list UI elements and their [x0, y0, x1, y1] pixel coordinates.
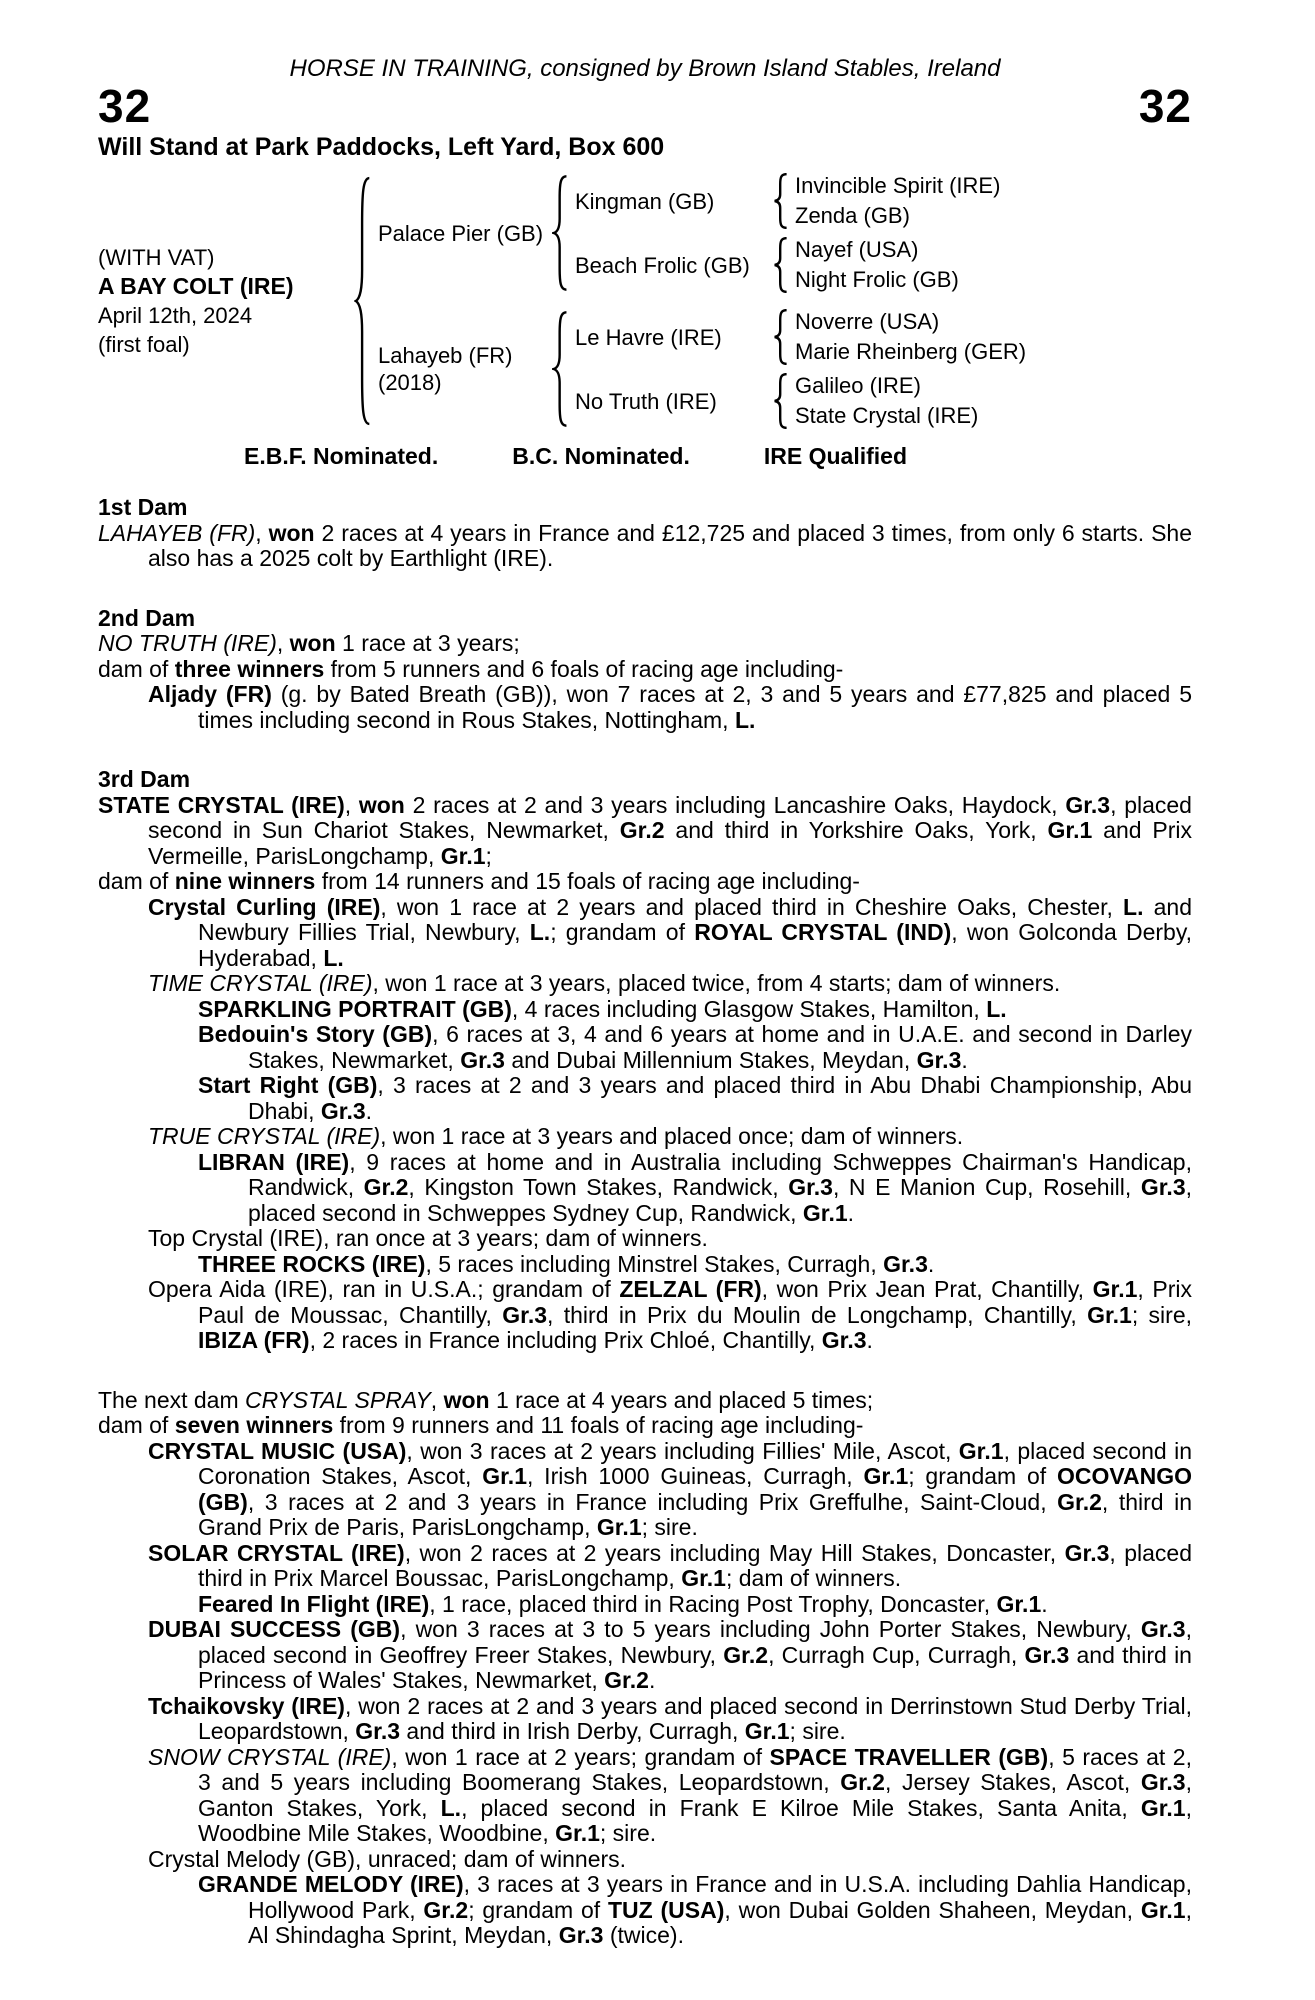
dam-dam-name: No Truth (IRE)	[575, 388, 717, 414]
pedigree-note-paragraph: TRUE CRYSTAL (IRE), won 1 race at 3 years and placed once; dam of winners.	[148, 1123, 964, 1149]
pedigree-note-paragraph: dam of three winners from 5 runners and 6 foals of racing age including-	[98, 655, 844, 682]
sire-sire-group	[575, 173, 1192, 229]
ancestor-name: Nayef (USA)	[795, 237, 919, 262]
dam-sections	[98, 495, 1192, 1949]
ancestor-name: State Crystal (IRE)	[795, 403, 979, 428]
stand-location: Will Stand at Park Paddocks, Left Yard, Box 600	[98, 133, 665, 161]
pedigree-note-paragraph: TIME CRYSTAL (IRE), won 1 race at 3 years, placed twice, from 4 starts; dam of winners.	[148, 970, 1061, 996]
sire-dam-name: Beach Frolic (GB)	[575, 252, 750, 278]
dam-group	[378, 309, 1192, 429]
pedigree-note-paragraph: Start Right (GB), 3 races at 2 and 3 years and placed third in Abu Dhabi Championship, Abu Dhabi, Gr.3.	[198, 1072, 1192, 1124]
pedigree-note-paragraph: Crystal Curling (IRE), won 1 race at 2 years and placed third in Cheshire Oaks, Chester, L. and Newbury Fillies Trial, Newbury, L.; grandam of ROYAL CRYSTAL (IND), won Golconda Derby, Hyderabad, L.	[148, 893, 1192, 971]
pedigree-note-paragraph: Bedouin's Story (GB), 6 races at 3, 4 and 6 years at home and in U.A.E. and second in Darley Stakes, Newmarket, Gr.3 and Dubai Millennium Stakes, Meydan, Gr.3.	[198, 1021, 1192, 1073]
consignment-title: HORSE IN TRAINING, consigned by Brown Island Stables, Ireland	[289, 55, 1001, 82]
pedigree-note-paragraph: SOLAR CRYSTAL (IRE), won 2 races at 2 years including May Hill Stakes, Doncaster, Gr.3, placed third in Prix Marcel Boussac, ParisLongchamp, Gr.1; dam of winners.	[148, 1539, 1193, 1591]
ire-qualified-label: IRE Qualified	[763, 443, 908, 469]
lot-number-right: 32	[1138, 80, 1192, 132]
pedigree-note-paragraph: Aljady (FR) (g. by Bated Breath (GB)), won 7 races at 2, 3 and 5 years and £77,825 and placed 5 times including second in Rous Stakes, Nottingham, L.	[148, 681, 1192, 733]
pedigree-generation-1	[378, 173, 1192, 429]
dam-heading: 2nd Dam	[98, 604, 196, 631]
pedigree-note-paragraph: SPARKLING PORTRAIT (GB), 4 races including Glasgow Stakes, Hamilton, L.	[198, 995, 1007, 1022]
subject-foaling-date: April 12th, 2024	[98, 303, 253, 328]
pedigree-note-paragraph: CRYSTAL MUSIC (USA), won 3 races at 2 years including Fillies' Mile, Ascot, Gr.1, placed second in Coronation Stakes, Ascot, Gr.1, Irish 1000 Guineas, Curragh, Gr.1; grandam of OCOVANGO (GB), 3 races at 2 and 3 years in France including Prix Greffulhe, Saint-Cloud, Gr.2, third in Grand Prix de Paris, ParisLongchamp, Gr.1; sire.	[148, 1437, 1192, 1540]
pedigree-subject	[98, 243, 348, 359]
dam-section	[98, 767, 1192, 1354]
ancestor-name: Zenda (GB)	[795, 203, 910, 228]
pedigree-note-paragraph: Top Crystal (IRE), ran once at 3 years; dam of winners.	[148, 1225, 708, 1251]
ancestor-name: Noverre (USA)	[795, 309, 940, 334]
dam-sire-group	[575, 309, 1192, 365]
dam-section	[98, 606, 1192, 734]
pedigree-note-paragraph: Feared In Flight (IRE), 1 race, placed third in Racing Post Trophy, Doncaster, Gr.1.	[198, 1590, 1048, 1617]
dam-year: (2018)	[378, 370, 442, 395]
ancestor-name: Galileo (IRE)	[795, 373, 921, 398]
pedigree-note-paragraph: LIBRAN (IRE), 9 races at home and in Australia including Schweppes Chairman's Handicap, Randwick, Gr.2, Kingston Town Stakes, Randwick, Gr.3, N E Manion Cup, Rosehill, Gr.3, placed second in Schweppes Sydney Cup, Randwick, Gr.1.	[198, 1148, 1193, 1226]
sire-sire-name: Kingman (GB)	[575, 188, 715, 214]
vat-note: (WITH VAT)	[98, 245, 215, 270]
lot-number-row	[98, 80, 1192, 132]
ebf-nominated-label: E.B.F. Nominated.	[244, 443, 439, 469]
dam-heading: 3rd Dam	[98, 766, 191, 792]
dam-dam-group	[575, 373, 1192, 429]
pedigree-brace-icon	[773, 373, 789, 429]
pedigree-note-paragraph: NO TRUTH (IRE), won 1 race at 3 years;	[98, 630, 520, 656]
pedigree-note-paragraph: DUBAI SUCCESS (GB), won 3 races at 3 to 5 years including John Porter Stakes, Newbury, Gr.3, placed second in Geoffrey Freer Stakes, Newbury, Gr.2, Curragh Cup, Curragh, Gr.3 and third in Princess of Wales' Stakes, Newmarket, Gr.2.	[148, 1616, 1192, 1693]
pedigree-brace-icon	[354, 173, 372, 429]
subject-foal-note: (first foal)	[98, 332, 190, 357]
dam-name: Lahayeb (FR) (2018)	[378, 342, 546, 396]
ancestor-name: Night Frolic (GB)	[795, 267, 959, 292]
pedigree-brace-icon	[773, 309, 789, 365]
pedigree-note-paragraph: GRANDE MELODY (IRE), 3 races at 3 years in France and in U.S.A. including Dahlia Handicap, Hollywood Park, Gr.2; grandam of TUZ (USA), won Dubai Golden Shaheen, Meydan, Gr.1, Al Shindagha Sprint, Meydan, Gr.3 (twice).	[198, 1871, 1192, 1948]
dam-section	[98, 495, 1192, 572]
ancestor-name: Marie Rheinberg (GER)	[795, 339, 1027, 364]
dam-section	[98, 1388, 1192, 1949]
pedigree-note-paragraph: LAHAYEB (FR), won 2 races at 4 years in France and £12,725 and placed 3 times, from only 6 starts. She also has a 2025 colt by Earthlight (IRE).	[98, 519, 1193, 571]
pedigree-note-paragraph: The next dam CRYSTAL SPRAY, won 1 race at 4 years and placed 5 times;	[98, 1386, 874, 1413]
pedigree-brace-icon	[552, 174, 569, 292]
sire-name: Palace Pier (GB)	[378, 220, 544, 246]
pedigree-note-paragraph: STATE CRYSTAL (IRE), won 2 races at 2 and 3 years including Lancashire Oaks, Haydock, Gr.3, placed second in Sun Chariot Stakes, Newmarket, Gr.2 and third in Yorkshire Oaks, York, Gr.1 and Prix Vermeille, ParisLongchamp, Gr.1;	[98, 791, 1193, 869]
bc-nominated-label: B.C. Nominated.	[512, 443, 690, 469]
lot-number-left: 32	[98, 80, 152, 132]
pedigree-table	[98, 173, 1192, 429]
pedigree-note-paragraph: SNOW CRYSTAL (IRE), won 1 race at 2 years; grandam of SPACE TRAVELLER (GB), 5 races at 2, 3 and 5 years including Boomerang Stakes, Leopardstown, Gr.2, Jersey Stakes, Ascot, Gr.3, Ganton Stakes, York, L., placed second in Frank E Kilroe Mile Stakes, Santa Anita, Gr.1, Woodbine Mile Stakes, Woodbine, Gr.1; sire.	[148, 1743, 1192, 1846]
pedigree-brace-icon	[552, 310, 569, 428]
pedigree-brace-icon	[773, 237, 789, 293]
pedigree-note-paragraph: THREE ROCKS (IRE), 5 races including Minstrel Stakes, Curragh, Gr.3.	[198, 1250, 935, 1277]
subject-name: A BAY COLT (IRE)	[98, 273, 294, 299]
pedigree-brace-icon	[773, 173, 789, 229]
pedigree-note-paragraph: dam of seven winners from 9 runners and 11 foals of racing age including-	[98, 1412, 864, 1438]
ancestor-name: Invincible Spirit (IRE)	[795, 173, 1001, 198]
sire-group	[378, 173, 1192, 293]
pedigree-note-paragraph: Opera Aida (IRE), ran in U.S.A.; grandam of ZELZAL (FR), won Prix Jean Prat, Chantilly, Gr.1, Prix Paul de Moussac, Chantilly, Gr.3, third in Prix du Moulin de Longchamp, Chantilly, Gr.1; sire, IBIZA (FR), 2 races in France including Prix Chloé, Chantilly, Gr.3.	[148, 1276, 1193, 1353]
pedigree-note-paragraph: Tchaikovsky (IRE), won 2 races at 2 and 3 years and placed second in Derrinstown Stud Derby Trial, Leopardstown, Gr.3 and third in Irish Derby, Curragh, Gr.1; sire.	[148, 1692, 1193, 1744]
dam-heading: 1st Dam	[98, 494, 188, 520]
pedigree-note-paragraph: dam of nine winners from 14 runners and 15 foals of racing age including-	[98, 868, 860, 894]
dam-sire-name: Le Havre (IRE)	[575, 324, 722, 350]
nominations-row	[98, 443, 1192, 469]
pedigree-note-paragraph: Crystal Melody (GB), unraced; dam of winners.	[148, 1845, 627, 1872]
sire-dam-group	[575, 237, 1192, 293]
